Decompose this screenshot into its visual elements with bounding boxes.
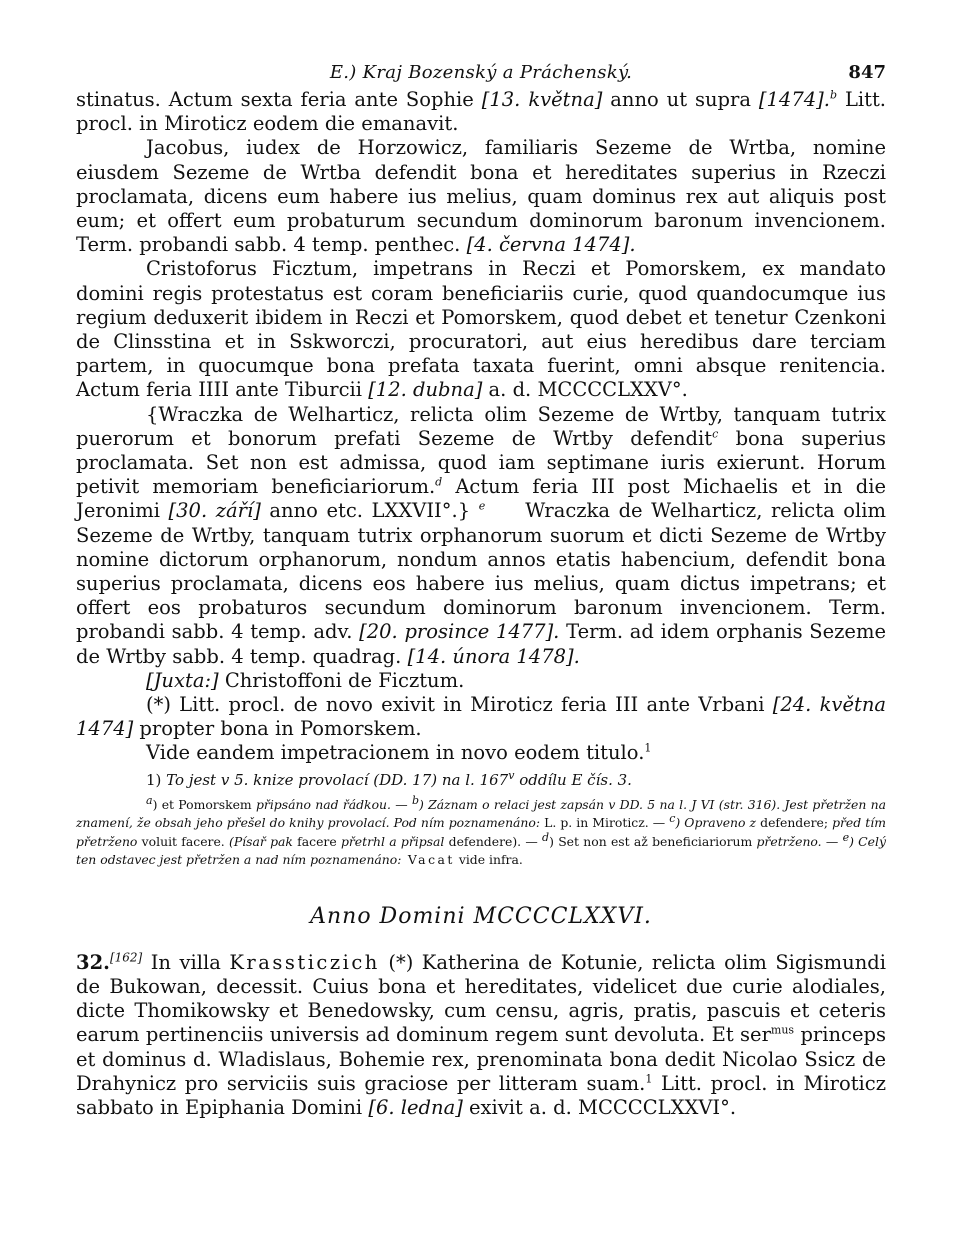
date-note: [24. května 1474]: [76, 693, 886, 741]
note-dash: —: [648, 815, 670, 831]
paragraph-1: [76, 88, 886, 136]
note-text: beneficiariorum: [647, 833, 757, 849]
footnote-mark: 1): [146, 770, 162, 789]
note-text: L. p. in Miroticz.: [540, 815, 649, 831]
note-marker: d: [435, 475, 443, 489]
superscript: mus: [770, 1023, 795, 1037]
date-note: [6. ledna]: [368, 1095, 463, 1119]
entry-32: [76, 951, 886, 1120]
note-text: ) et Pomorskem: [152, 796, 256, 812]
text: Wraczka de Welharticz, relicta olim Sezeme de Wrtby, tanquam tutrix orphanorum suorum et dicti Sezeme de Wrtby nomine dictorum orphanorum, nondum annos etatis habencium, defendit bona superius proclamata, dicens eos habere ius melius, quam dictus impetrans; et offert eos probaturos secundum dominorum baronum invencionem. Term. probandi sabb. 4 temp. adv.: [76, 499, 886, 644]
text: Jacobus, iudex de Horzowicz, familiaris Sezeme de Wrtba, nomine eiusdem Sezeme de Wrtba defendit bona et hereditates superius in Rzeczi proclamata, dicens eum habere ius melius, quam dominus rex aut aliquis post eum; et offert eum probaturum secundum dominorum baronum invencionem. Term. probandi sabb. 4 temp. penthec.: [76, 136, 886, 257]
note-a-mark: a: [146, 793, 153, 807]
date-note: [1474].: [758, 88, 830, 111]
note-text: připsáno nad řádkou.: [255, 796, 391, 812]
note-marker: e: [478, 499, 486, 513]
entry-number: 32.: [76, 950, 110, 974]
paragraph-5: [76, 669, 886, 693]
text: Term. ad idem orphanis Sezeme de Wrtby sabb. 4 temp. quadrag.: [76, 620, 887, 668]
entry-32-text: [76, 951, 886, 1120]
section-title: Anno Domini MCCCCLXXVI.: [310, 903, 652, 929]
note-c-mark: c: [669, 812, 676, 826]
editorial-note: [Juxta:]: [146, 668, 219, 692]
footnote-sup: v: [508, 768, 515, 782]
note-text: před tím přetrženo: [76, 815, 886, 849]
document-page: [76, 58, 886, 1120]
note-text: defendere;: [756, 815, 833, 831]
date-note: [30. září]: [168, 499, 261, 523]
note-text: vide infra.: [454, 852, 523, 868]
text: Litt. procl. in Miroticz sabbato in Epiphania Domini: [76, 1071, 886, 1119]
page-header: [76, 58, 886, 88]
text: anno ut supra: [602, 88, 759, 111]
paragraph-7: [76, 741, 886, 765]
critical-notes: [76, 793, 886, 870]
note-e-mark: e: [842, 830, 850, 844]
note-text: ) Celý ten odstavec jest přetržen a nad ním poznamenáno:: [76, 833, 886, 868]
text: {Wraczka de Welharticz, relicta olim Sezeme de Wrtby, tanquam tutrix puerorum et bonorum prefati Sezeme de Wrtby defendit: [76, 402, 886, 450]
main-text: [76, 88, 886, 766]
note-text: voluit facere.: [137, 833, 229, 849]
note-text: Vacat: [401, 852, 455, 868]
note-b-mark: b: [411, 793, 419, 807]
text: stinatus. Actum sexta feria ante Sophie: [76, 88, 482, 111]
footnote-marker: 1: [645, 1072, 653, 1086]
date-note: [4. června 1474].: [466, 233, 636, 257]
page-number: 847: [848, 62, 886, 83]
note-text: defendere).: [444, 833, 522, 849]
text: In villa: [142, 950, 230, 974]
footnote-marker: 1: [644, 741, 652, 755]
note-text: facere: [292, 833, 341, 849]
date-note: [12. dubna]: [368, 378, 483, 402]
footnote-text: oddílu E čís. 3.: [514, 770, 632, 789]
paragraph-3: [76, 257, 886, 402]
text: propter bona in Pomorskem.: [133, 717, 422, 741]
note-text: přetrženo.: [756, 833, 822, 849]
place-name: Krassticzich: [229, 950, 380, 974]
text: Vide eandem impetracionem in novo eodem titulo.: [146, 741, 645, 765]
date-note: [13. května]: [481, 88, 603, 111]
date-note: [20. prosince 1477].: [359, 620, 560, 644]
note-text: ) Opraveno z: [675, 815, 757, 831]
running-title: E.) Kraj Bozenský a Práchenský.: [329, 62, 633, 83]
note-text: přetrhl a připsal: [340, 833, 445, 849]
text: (*) Katherina de Kotunie, relicta olim Sigismundi de Bukowan, decessit. Cuius bona et hereditates, videlicet due curie alodiales, dicte Thomikowsky et Benedowsky, cum censu, agris, pratis, pascuis et ceteris earum pertinenciis universis ad dominum regem sunt devoluta. Et ser: [76, 950, 886, 1047]
text: Christoffoni de Ficztum.: [218, 668, 465, 692]
note-text: ) Set non est až: [549, 833, 648, 849]
footnote-text: To jest v 5. knize provolací (DD. 17) na l. 167: [161, 770, 509, 789]
text: bona superius proclamata. Set non est admissa, quod iam septimane iuris exierunt. Horum petivit memoriam beneficiariorum.: [76, 426, 886, 499]
paragraph-4: [76, 403, 886, 669]
entry-reference: [162]: [109, 950, 143, 965]
text: a. d. MCCCCLXXV°.: [482, 378, 688, 402]
text: (*) Litt. procl. de novo exivit in Miroticz feria III ante Vrbani: [146, 693, 773, 717]
note-text: (Písař pak: [229, 833, 293, 849]
note-text: ) Záznam o relaci jest zapsán v DD. 5 na l. J VI (str. 316). Jest přetržen na znamení, že obsah jeho přešel do knihy provolací. Pod ním poznamenáno:: [76, 796, 886, 831]
text: Litt. procl. in Miroticz eodem die emanavit.: [76, 88, 887, 136]
footnote-1: [76, 770, 886, 790]
date-note: [14. února 1478].: [407, 644, 580, 668]
text: princeps et dominus d. Wladislaus, Bohemie rex, prenominata bona dedit Nicolao Ssicz de Drahynicz pro serviciis suis graciose per litteram suam.: [76, 1023, 887, 1095]
note-dash: —: [390, 796, 412, 812]
paragraph-6: [76, 693, 886, 741]
note-d-mark: d: [542, 830, 550, 844]
note-dash: —: [821, 833, 843, 849]
text: Actum feria III post Michaelis et in die Jeronimi: [76, 475, 886, 523]
note-marker: c: [712, 427, 719, 441]
note-marker: b: [829, 88, 838, 102]
text: exivit a. d. MCCCCLXXVI°.: [462, 1095, 737, 1119]
text: anno etc. LXXVII°.}: [260, 499, 471, 523]
note-dash: —: [521, 833, 543, 849]
text: Cristoforus Ficztum, impetrans in Reczi et Pomorskem, ex mandato domini regis protestatus est coram beneficiariis curie, quod quandocumque ius regium deduxerit ibidem in Reczi et Pomorskem, quod debet et tenetur Czenkoni de Clinsstina et in Sskworczi, procuratori, aut eius heredibus dare terciam partem, in quocumque bona prefata taxata fuerint, omni absque renitencia. Actum feria IIII ante Tiburcii: [76, 257, 886, 402]
paragraph-2: [76, 136, 886, 257]
